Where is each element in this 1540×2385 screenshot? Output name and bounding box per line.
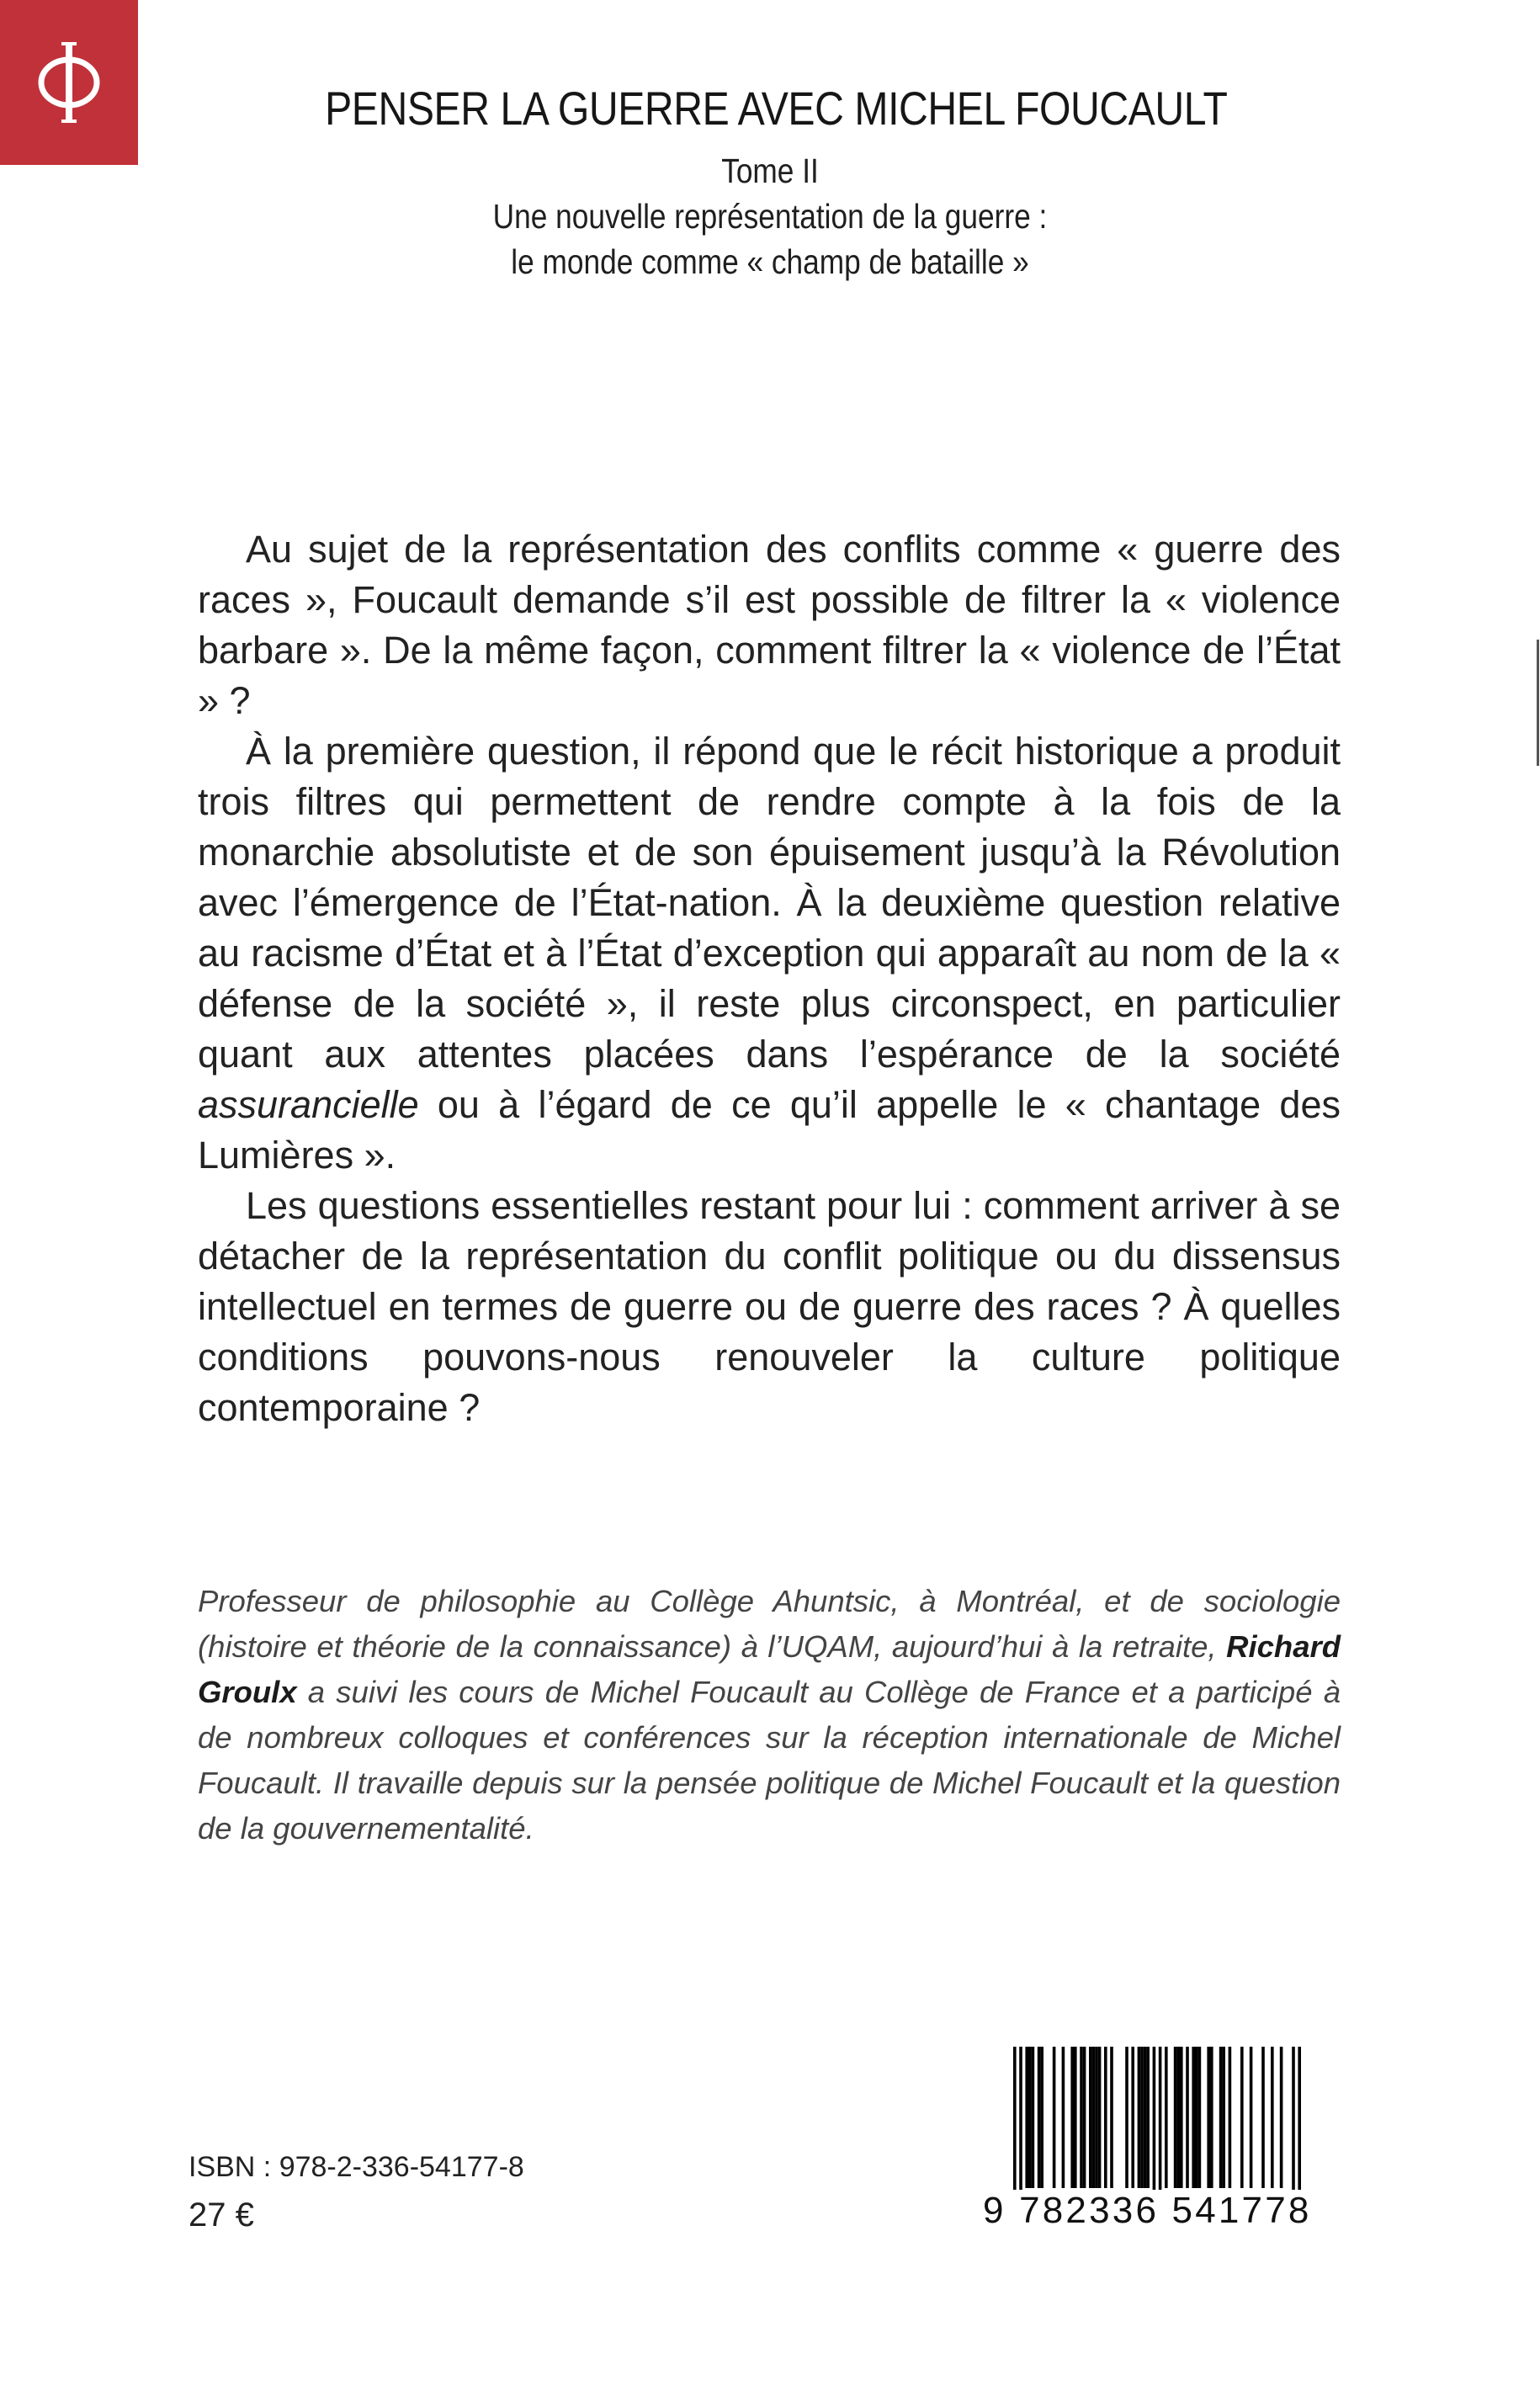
isbn-label: ISBN : 978-2-336-54177-8: [189, 2151, 524, 2183]
barcode-bar: [1025, 2047, 1028, 2188]
barcode-bar: [1186, 2047, 1189, 2188]
author-bio-text: Professeur de philosophie au Collège Ahuntsic, à Montréal, et de sociologie (histoire et théorie de la connaissance) à l’UQAM, aujourd’hui à la retraite,: [198, 1584, 1341, 1664]
barcode-bar: [1095, 2047, 1098, 2188]
barcode-digits: 9 782336 541778: [983, 2190, 1341, 2232]
author-bio-text-end: a suivi les cours de Michel Foucault au Collège de France et a participé à de nombreux colloques et conférences sur la réception internationale de Michel Foucault. Il travaille depuis sur la pensée politique de Michel Foucault et la question de la gouvernementalité.: [198, 1675, 1341, 1846]
barcode-bar: [1092, 2047, 1096, 2188]
barcode-bar: [1195, 2047, 1198, 2188]
barcode-bar: [1140, 2047, 1144, 2188]
blurb-paragraph-1: Au sujet de la représentation des conflits comme « guerre des races », Foucault demande s’il est possible de filtrer la « violence barbare ». De la même façon, comment filtrer la « violence de l’État » ?: [198, 528, 1341, 722]
blurb-p2-text-end: ou à l’égard de ce qu’il appelle le « chantage des Lumières ».: [198, 1083, 1341, 1177]
barcode-bar: [1131, 2047, 1134, 2188]
barcode-bar: [1159, 2047, 1162, 2196]
barcode-bar: [1192, 2047, 1195, 2188]
barcode-bar: [1250, 2047, 1253, 2188]
barcode-bar: [1229, 2047, 1232, 2188]
book-header: [252, 77, 1288, 284]
barcode-bar: [1070, 2047, 1074, 2188]
barcode-bar: [1180, 2047, 1183, 2188]
barcode-bar: [1089, 2047, 1092, 2188]
blurb-paragraph-2: [198, 726, 1341, 1181]
barcode-bar: [1038, 2047, 1041, 2188]
barcode-bar: [1032, 2047, 1035, 2188]
barcode-bar: [1053, 2047, 1056, 2188]
blurb-p2-italic: assurancielle: [198, 1083, 419, 1126]
barcode-bar: [1110, 2047, 1113, 2188]
barcode-bar: [1028, 2047, 1032, 2188]
blurb: [198, 524, 1341, 1433]
barcode-bar: [1222, 2047, 1225, 2188]
barcode-bar: [1165, 2047, 1168, 2188]
barcode: [983, 2047, 1341, 2240]
volume-label: Tome II: [721, 151, 819, 190]
publisher-logo: [0, 0, 138, 165]
barcode-bar: [1298, 2047, 1301, 2196]
barcode-bar: [1040, 2047, 1043, 2188]
barcode-bar: [1198, 2047, 1202, 2188]
barcode-bar: [1176, 2047, 1180, 2188]
barcode-bar: [1210, 2047, 1213, 2188]
barcode-bar: [1074, 2047, 1077, 2188]
barcode-bar: [1271, 2047, 1274, 2188]
barcode-bar: [1125, 2047, 1128, 2188]
book-title: PENSER LA GUERRE AVEC MICHEL FOUCAULT: [325, 82, 1228, 135]
author-name: Richard Groulx: [198, 1629, 1341, 1709]
price-label: 27 €: [189, 2196, 254, 2234]
barcode-bar: [1280, 2047, 1283, 2188]
barcode-bar: [1013, 2047, 1017, 2196]
phi-icon: [31, 36, 107, 129]
barcode-bar: [1240, 2047, 1244, 2188]
barcode-bar: [1098, 2047, 1102, 2188]
barcode-bar: [1062, 2047, 1065, 2188]
edge-mark: [1537, 640, 1539, 766]
blurb-paragraph-3: Les questions essentielles restant pour lui : comment arriver à se détacher de la représentation du conflit politique ou du dissensus intellectuel en termes de guerre ou de guerre des races ? À quelles conditions pouvons-nous renouveler la culture politique contemporaine ?: [198, 1184, 1341, 1429]
barcode-bar: [1146, 2047, 1150, 2188]
barcode-bar: [1292, 2047, 1295, 2196]
barcode-bars: [983, 2047, 1341, 2196]
barcode-bar: [1138, 2047, 1141, 2188]
barcode-bar: [1104, 2047, 1107, 2188]
barcode-bar: [1153, 2047, 1156, 2196]
barcode-bar: [1144, 2047, 1147, 2188]
barcode-bar: [1261, 2047, 1265, 2188]
subtitle-line-1: Une nouvelle représentation de la guerre :: [492, 197, 1048, 236]
barcode-bar: [1174, 2047, 1177, 2188]
barcode-bar: [1219, 2047, 1223, 2188]
barcode-bar: [1019, 2047, 1022, 2196]
subtitle-line-2: le monde comme « champ de bataille »: [511, 242, 1029, 281]
blurb-p2-text: À la première question, il répond que le récit historique a produit trois filtres qui permettent de rendre compte à la fois de la monarchie absolutiste et de son épuisement jusqu’à la Révolution avec l’émergence de l’État-nation. À la deuxième question relative au racisme d’État et à l’État d’exception qui apparaît au nom de la « défense de la société », il reste plus circonspect, en particulier quant aux attentes placées dans l’espérance de la société: [198, 730, 1341, 1076]
barcode-bar: [1207, 2047, 1210, 2188]
author-bio: [198, 1579, 1341, 1851]
barcode-bar: [1080, 2047, 1083, 2188]
barcode-bar: [1083, 2047, 1086, 2188]
